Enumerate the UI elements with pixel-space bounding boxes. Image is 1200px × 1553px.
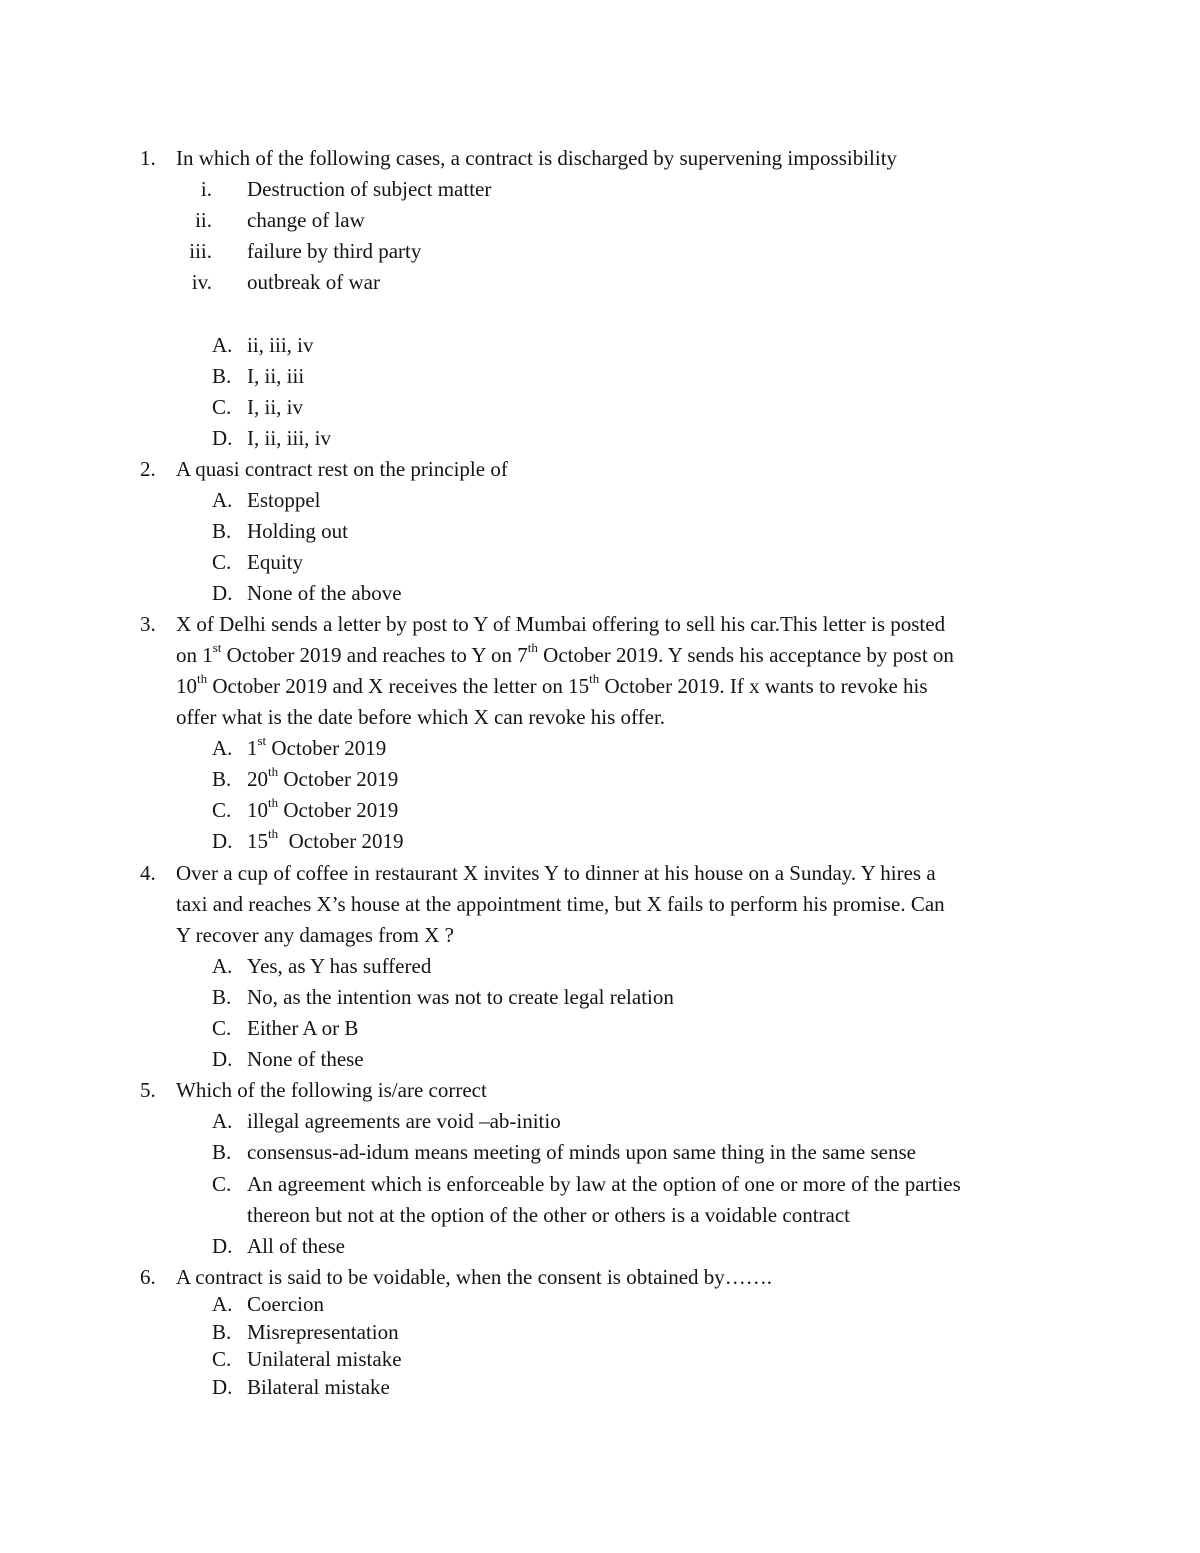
- option-label: D.: [212, 1047, 233, 1071]
- option-text: I, ii, iv: [247, 395, 303, 419]
- question-number: 1.: [140, 146, 156, 170]
- option-text: I, ii, iii, iv: [247, 426, 331, 450]
- option-text: Equity: [247, 550, 303, 574]
- option-text: ii, iii, iv: [247, 333, 314, 357]
- option-label: A.: [212, 1109, 233, 1133]
- option-label: B.: [212, 1140, 232, 1164]
- question-text: In which of the following cases, a contract is discharged by supervening impossibility: [176, 146, 898, 170]
- option-label: C.: [212, 1347, 232, 1371]
- option-text: No, as the intention was not to create legal relation: [247, 985, 674, 1009]
- option-text: None of these: [247, 1047, 364, 1071]
- option-text: Estoppel: [247, 488, 321, 512]
- option-label: C.: [212, 798, 232, 822]
- option-label: B.: [212, 985, 232, 1009]
- option-text: An agreement which is enforceable by law at the option of one or more of the parties: [247, 1172, 961, 1196]
- question-text-line-4: offer what is the date before which X can revoke his offer.: [176, 705, 666, 729]
- option-text: 20th October 2019: [247, 764, 399, 791]
- option-text: 15th October 2019: [247, 826, 404, 853]
- option-label: C.: [212, 550, 232, 574]
- statement-text: outbreak of war: [247, 270, 380, 294]
- question-text-line-3: 10th October 2019 and X receives the letter on 15th October 2019. If x wants to revoke his: [176, 671, 928, 698]
- option-label: A.: [212, 488, 233, 512]
- question-number: 5.: [140, 1078, 156, 1102]
- option-text: illegal agreements are void –ab-initio: [247, 1109, 561, 1133]
- statement-label: iii.: [189, 239, 212, 263]
- question-text-line-2: taxi and reaches X’s house at the appointment time, but X fails to perform his promise. Can: [176, 892, 945, 916]
- option-label: A.: [212, 954, 233, 978]
- option-label: C.: [212, 395, 232, 419]
- option-text: Coercion: [247, 1292, 324, 1316]
- question-text-line-3: Y recover any damages from X ?: [176, 923, 454, 947]
- option-label: D.: [212, 1234, 233, 1258]
- statement-text: change of law: [247, 208, 365, 232]
- option-label: A.: [212, 1292, 233, 1316]
- question-text: Which of the following is/are correct: [176, 1078, 487, 1102]
- question-text: A contract is said to be voidable, when the consent is obtained by…….: [176, 1265, 773, 1289]
- question-number: 3.: [140, 612, 156, 636]
- option-text: None of the above: [247, 581, 402, 605]
- option-label: A.: [212, 736, 233, 760]
- option-text: Either A or B: [247, 1016, 359, 1040]
- statement-label: i.: [200, 177, 212, 201]
- option-text: Bilateral mistake: [247, 1375, 390, 1399]
- question-text-line-1: X of Delhi sends a letter by post to Y of Mumbai offering to sell his car.This letter is posted: [176, 612, 946, 636]
- option-label: D.: [212, 426, 233, 450]
- question-text-line-1: Over a cup of coffee in restaurant X invites Y to dinner at his house on a Sunday. Y hires a: [176, 861, 936, 885]
- question-number: 6.: [140, 1265, 156, 1289]
- question-number: 2.: [140, 457, 156, 481]
- question-text: A quasi contract rest on the principle of: [176, 457, 508, 481]
- question-text-line-2: on 1st October 2019 and reaches to Y on 7th October 2019. Y sends his acceptance by post on: [176, 640, 954, 667]
- option-label: B.: [212, 364, 232, 388]
- option-label: D.: [212, 829, 233, 853]
- option-label: D.: [212, 1375, 233, 1399]
- option-text: All of these: [247, 1234, 345, 1258]
- question-number: 4.: [140, 861, 156, 885]
- option-text: Holding out: [247, 519, 348, 543]
- option-text: Misrepresentation: [247, 1320, 399, 1344]
- statement-text: failure by third party: [247, 239, 422, 263]
- option-text: I, ii, iii: [247, 364, 305, 388]
- statement-label: iv.: [191, 270, 212, 294]
- option-label: B.: [212, 1320, 232, 1344]
- statement-label: ii.: [195, 208, 212, 232]
- option-label: C.: [212, 1016, 232, 1040]
- option-text: Yes, as Y has suffered: [247, 954, 432, 978]
- option-text: consensus-ad-idum means meeting of minds upon same thing in the same sense: [247, 1140, 916, 1164]
- option-text-continued: thereon but not at the option of the other or others is a voidable contract: [247, 1203, 850, 1227]
- option-text: 10th October 2019: [247, 795, 399, 822]
- option-text: Unilateral mistake: [247, 1347, 402, 1371]
- option-label: C.: [212, 1172, 232, 1196]
- option-label: B.: [212, 767, 232, 791]
- option-text: 1st October 2019: [247, 733, 387, 760]
- option-label: A.: [212, 333, 233, 357]
- option-label: B.: [212, 519, 232, 543]
- statement-text: Destruction of subject matter: [247, 177, 492, 201]
- option-label: D.: [212, 581, 233, 605]
